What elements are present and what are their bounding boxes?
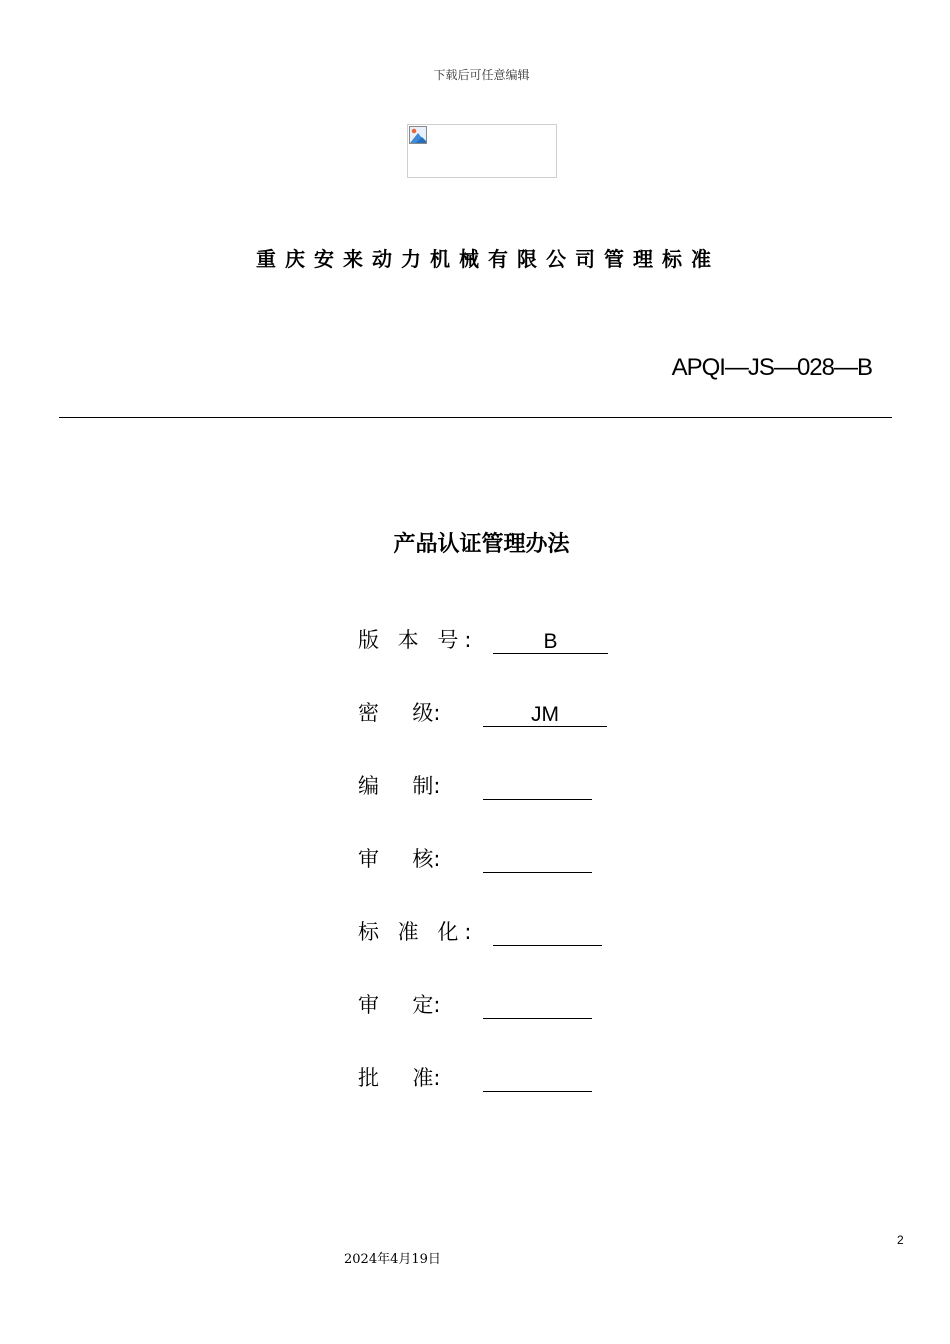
field-value	[483, 996, 592, 1019]
document-number: APQI—JS—028—B	[671, 354, 872, 381]
field-label: 批 准:	[358, 1066, 441, 1090]
field-approved-by	[358, 1062, 618, 1092]
page-number: 2	[897, 1233, 904, 1247]
document-title: 产品认证管理办法	[393, 532, 570, 557]
field-value	[483, 777, 592, 800]
field-label: 密 级:	[358, 701, 441, 725]
field-value: B	[493, 631, 608, 654]
issue-date: 2024年4月19日	[344, 1252, 441, 1267]
field-label: 标 准 化:	[358, 920, 478, 944]
field-security-level	[358, 697, 618, 727]
header-note: 下载后可任意编辑	[433, 68, 530, 82]
field-value: JM	[483, 704, 607, 727]
header-divider	[59, 417, 892, 418]
field-value	[483, 1069, 592, 1092]
field-value	[483, 850, 592, 873]
company-standard-title: 重庆安来动力机械有限公司管理标准	[256, 247, 720, 271]
broken-image-icon	[409, 126, 427, 144]
field-prepared-by	[358, 770, 618, 800]
field-value	[493, 923, 602, 946]
field-standardization	[358, 916, 618, 946]
field-label: 审 定:	[358, 993, 441, 1017]
field-label: 编 制:	[358, 774, 441, 798]
field-version	[358, 624, 618, 654]
company-logo	[407, 124, 557, 178]
field-reviewed-by	[358, 843, 618, 873]
field-label: 审 核:	[358, 847, 441, 871]
field-label: 版 本 号:	[358, 628, 478, 652]
field-validated-by	[358, 989, 618, 1019]
